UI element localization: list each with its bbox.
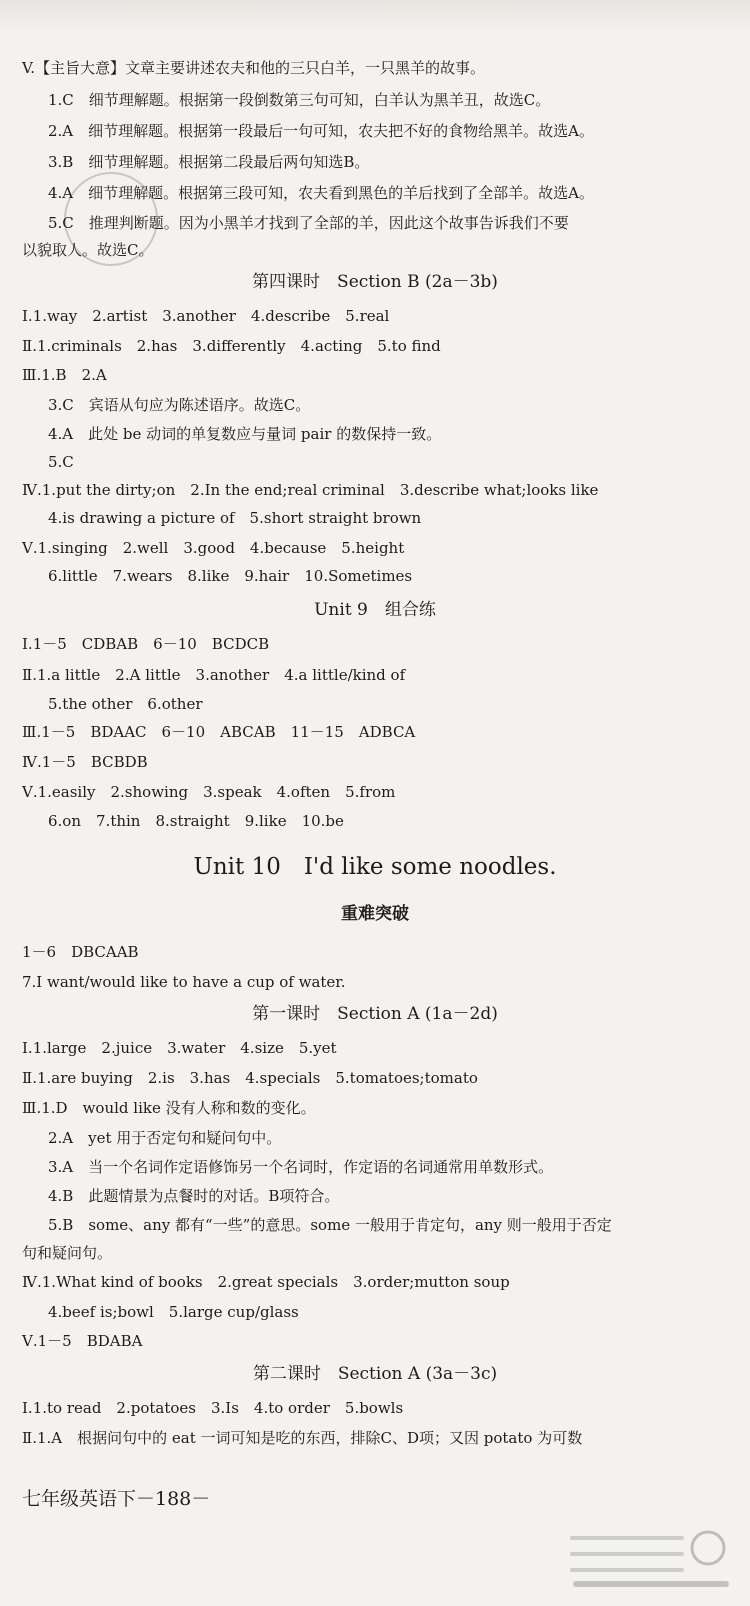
answer-line: Ⅴ.1－5 BDABA bbox=[22, 1332, 143, 1350]
answer-line: Ⅱ.1.A 根据问句中的 eat 一词可知是吃的东西，排除C、D项；又因 potato 为可数 bbox=[22, 1429, 583, 1447]
section-heading: Unit 9 组合练 bbox=[314, 600, 436, 620]
answer-line: Ⅳ.1－5 BCBDB bbox=[22, 753, 148, 771]
answer-line: Ⅰ.1.to read 2.potatoes 3.Is 4.to order 5.bowls bbox=[22, 1399, 404, 1417]
answer-line: 5.C 推理判断题。因为小黑羊才找到了全部的羊，因此这个故事告诉我们不要 bbox=[48, 214, 569, 232]
answer-line: Ⅴ.1.singing 2.well 3.good 4.because 5.height bbox=[22, 539, 405, 557]
page-top-shadow bbox=[0, 0, 750, 34]
answer-line: 7.I want/would like to have a cup of water. bbox=[22, 973, 346, 991]
answer-line: 4.A 此处 be 动词的单复数应与量词 pair 的数保持一致。 bbox=[48, 425, 442, 443]
answer-line: 6.little 7.wears 8.like 9.hair 10.Sometimes bbox=[48, 567, 413, 585]
answer-line: Ⅰ.1－5 CDBAB 6－10 BCDCB bbox=[22, 635, 270, 653]
answer-line: Ⅲ.1－5 BDAAC 6－10 ABCAB 11－15 ADBCA bbox=[22, 723, 416, 741]
answer-line: 3.A 当一个名词作定语修饰另一个名词时，作定语的名词通常用单数形式。 bbox=[48, 1158, 554, 1176]
answer-line: Ⅳ.1.What kind of books 2.great specials 3.order;mutton soup bbox=[22, 1273, 510, 1291]
answer-line: 5.B some、any 都有“一些”的意思。some 一般用于肯定句，any 则一般用于否定 bbox=[48, 1216, 612, 1234]
answer-line: Ⅴ.1.easily 2.showing 3.speak 4.often 5.from bbox=[22, 783, 396, 801]
main-idea-line: V.【主旨大意】文章主要讲述农夫和他的三只白羊，一只黑羊的故事。 bbox=[22, 59, 485, 77]
subsection-heading: 重难突破 bbox=[341, 904, 409, 924]
page-footer: 七年级英语下－188－ bbox=[22, 1488, 211, 1510]
answer-line: 5.C bbox=[48, 453, 74, 471]
answer-line: 2.A 细节理解题。根据第一段最后一句可知，农夫把不好的食物给黑羊。故选A。 bbox=[48, 122, 594, 140]
section-heading: 第一课时 Section A (1a－2d) bbox=[252, 1004, 498, 1024]
answer-line: 5.the other 6.other bbox=[48, 695, 203, 713]
answer-line: Ⅱ.1.a little 2.A little 3.another 4.a little/kind of bbox=[22, 666, 406, 684]
answer-line: 3.C 宾语从句应为陈述语序。故选C。 bbox=[48, 396, 311, 414]
answer-line: Ⅱ.1.are buying 2.is 3.has 4.specials 5.tomatoes;tomato bbox=[22, 1069, 478, 1087]
unit-title: Unit 10 I'd like some noodles. bbox=[193, 854, 557, 880]
section-heading: 第四课时 Section B (2a－3b) bbox=[252, 272, 498, 292]
answer-line: 4.B 此题情景为点餐时的对话。B项符合。 bbox=[48, 1187, 340, 1205]
answer-line: Ⅲ.1.D would like 没有人称和数的变化。 bbox=[22, 1099, 316, 1117]
answer-line: Ⅱ.1.criminals 2.has 3.differently 4.acting 5.to find bbox=[22, 337, 441, 355]
answer-line: 4.is drawing a picture of 5.short straight brown bbox=[48, 509, 422, 527]
answer-line: 4.beef is;bowl 5.large cup/glass bbox=[48, 1303, 299, 1321]
answer-line: Ⅰ.1.large 2.juice 3.water 4.size 5.yet bbox=[22, 1039, 337, 1057]
answer-line: 句和疑问句。 bbox=[22, 1244, 113, 1262]
answer-line: 3.B 细节理解题。根据第二段最后两句知选B。 bbox=[48, 153, 370, 171]
answer-line: 4.A 细节理解题。根据第三段可知，农夫看到黑色的羊后找到了全部羊。故选A。 bbox=[48, 184, 594, 202]
answer-line: 1－6 DBCAAB bbox=[22, 943, 139, 961]
answer-line: 1.C 细节理解题。根据第一段倒数第三句可知，白羊认为黑羊丑，故选C。 bbox=[48, 91, 551, 109]
answer-line: 以貌取人。故选C。 bbox=[22, 241, 154, 259]
answer-line: 6.on 7.thin 8.straight 9.like 10.be bbox=[48, 812, 344, 830]
answer-line: 2.A yet 用于否定句和疑问句中。 bbox=[48, 1129, 282, 1147]
answer-line: Ⅳ.1.put the dirty;on 2.In the end;real criminal 3.describe what;looks like bbox=[22, 481, 599, 499]
section-heading: 第二课时 Section A (3a－3c) bbox=[252, 1364, 498, 1384]
answer-line: Ⅰ.1.way 2.artist 3.another 4.describe 5.real bbox=[22, 307, 390, 325]
answer-line: Ⅲ.1.B 2.A bbox=[22, 366, 107, 384]
site-watermark-logo bbox=[564, 1526, 734, 1594]
